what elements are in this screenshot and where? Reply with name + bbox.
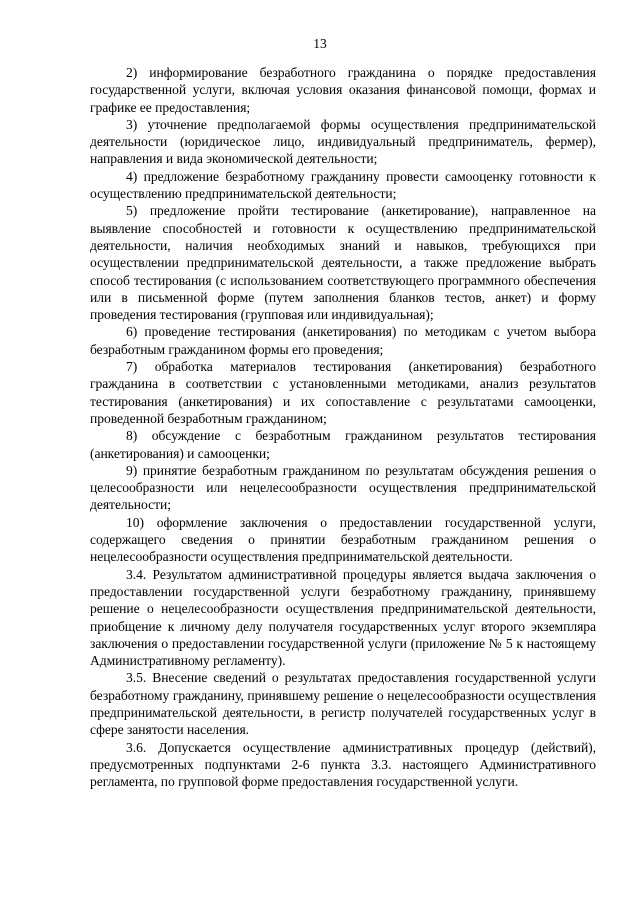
paragraph-item-2: 2) информирование безработного гражданина о порядке предоставления государственной услуги, включая условия оказания финансовой помощи, формах и графике ее предоставления; [90, 65, 596, 115]
paragraph-item-10: 10) оформление заключения о предоставлении государственной услуги, содержащего сведения о принятии безработным гражданином решения о нецелесообразности осуществления предпринимательской деятельности. [90, 514, 596, 565]
paragraph-section-3-4: 3.4. Результатом административной процедуры является выдача заключения о предоставлении государственной услуги безработному гражданину, принявшему решение о нецелесообразности осуществления предпринимательской деятельности, приобщение к личному делу получателя государственных услуг второго экземпляра заключения о предоставлении государственной услуги (приложение № 5 к настоящему Административному регламенту). [90, 566, 596, 669]
paragraph-item-3: 3) уточнение предполагаемой формы осуществления предпринимательской деятельности (юридическое лицо, индивидуальный предприниматель, фермер), направления и вида экономической деятельности; [90, 116, 596, 167]
paragraph-item-8: 8) обсуждение с безработным гражданином результатов тестирования (анкетирования) и самооценки; [90, 428, 596, 461]
paragraph-section-3-5: 3.5. Внесение сведений о результатах предоставления государственной услуги безработному гражданину, принявшему решение о нецелесообразности осуществления предпринимательской деятельности, в регистр получателей государственных услуг в сфере занятости населения. [90, 670, 596, 738]
paragraph-item-6: 6) проведение тестирования (анкетирования) по методикам с учетом выбора безработным гражданином формы его проведения; [90, 324, 596, 357]
document-body [90, 64, 596, 790]
paragraph-item-9: 9) принятие безработным гражданином по результатам обсуждения решения о целесообразности или нецелесообразности осуществления предпринимательской деятельности; [90, 462, 596, 513]
page-number: 13 [313, 36, 327, 51]
paragraph-section-3-6: 3.6. Допускается осуществление административных процедур (действий), предусмотренных подпунктами 2-6 пункта 3.3. настоящего Административного регламента, по групповой форме предоставления государственной услуги. [90, 739, 596, 790]
paragraph-item-4: 4) предложение безработному гражданину провести самооценку готовности к осуществлению предпринимательской деятельности; [90, 168, 596, 202]
paragraph-item-5: 5) предложение пройти тестирование (анкетирование), направленное на выявление способностей и готовности к осуществлению предпринимательской деятельности, наличия необходимых знаний и навыков, требующихся при осуществлении предпринимательской деятельности, а также предложение выбрать способ тестирования (с использованием соответствующего программного обеспечения или в письменной форме (путем заполнения бланков тестов, анкет) и форму проведения тестирования (групповая или индивидуальная); [90, 203, 596, 323]
paragraph-item-7: 7) обработка материалов тестирования (анкетирования) безработного гражданина в соответствии с установленными методиками, анализ результатов тестирования (анкетирования) и их сопоставление с результатами самооценки, проведенной безработным гражданином; [90, 359, 596, 426]
